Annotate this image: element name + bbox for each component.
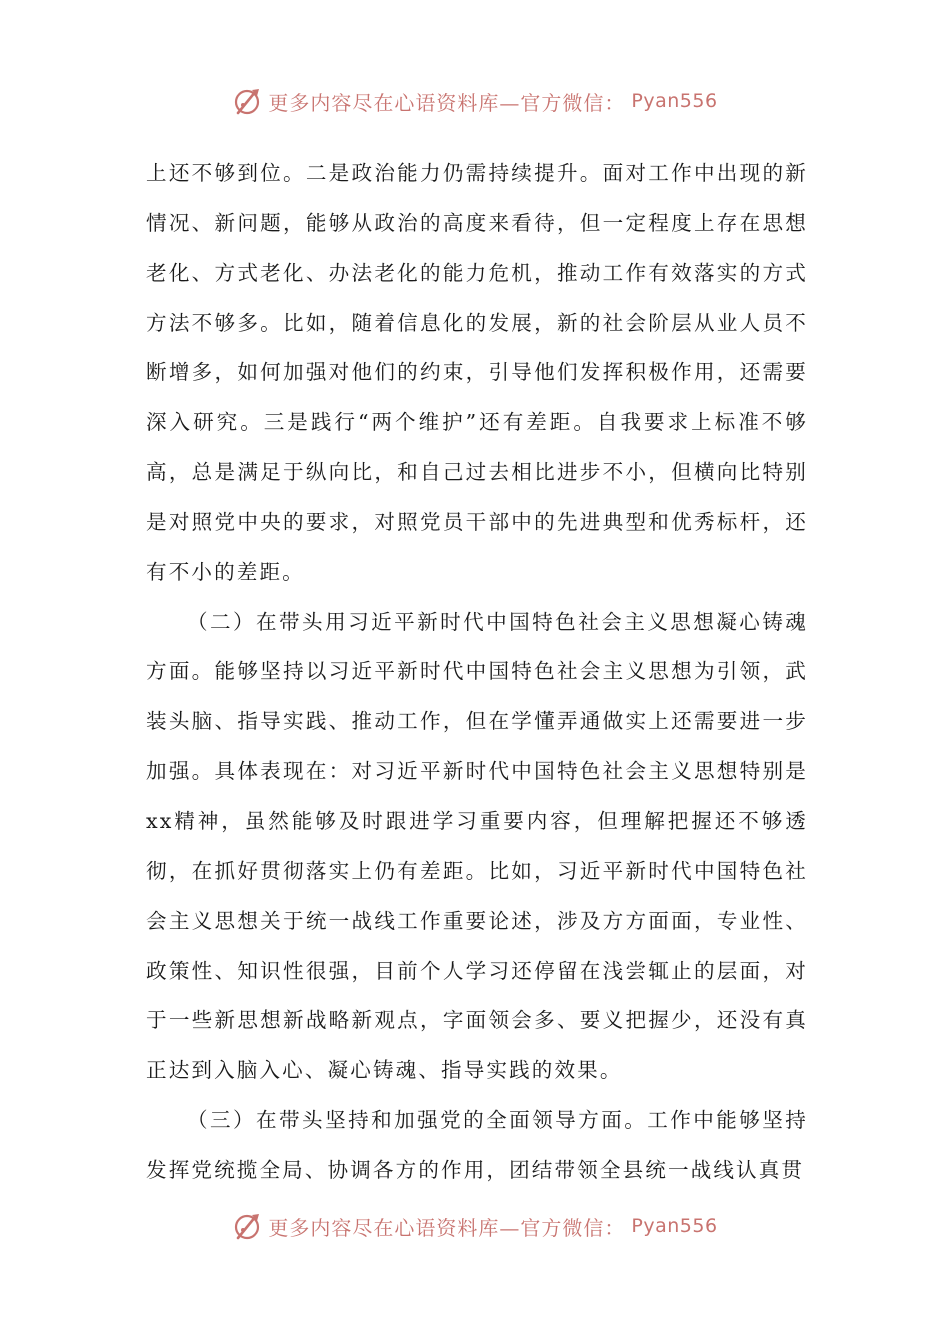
document-body — [146, 149, 808, 1196]
footer-watermark — [0, 1211, 950, 1241]
pen-circle-logo-icon — [232, 1211, 262, 1241]
paragraph-2: （二）在带头用习近平新时代中国特色社会主义思想凝心铸魂方面。能够坚持以习近平新时代中国特色社会主义思想为引领，武装头脑、指导实践、推动工作，但在学懂弄通做实上还需要进一步加强。具体表现在：对习近平新时代中国特色社会主义思想特别是xx精神，虽然能够及时跟进学习重要内容，但理解把握还不够透彻，在抓好贯彻落实上仍有差距。比如，习近平新时代中国特色社会主义思想关于统一战线工作重要论述，涉及方方面面，专业性、政策性、知识性很强，目前个人学习还停留在浅尝辄止的层面，对于一些新思想新战略新观点，字面领会多、要义把握少，还没有真正达到入脑入心、凝心铸魂、指导实践的效果。 — [146, 609, 808, 1083]
paragraph-3: （三）在带头坚持和加强党的全面领导方面。工作中能够坚持发挥党统揽全局、协调各方的作用，团结带领全县统一战线认真贯 — [146, 1108, 808, 1182]
header-watermark — [0, 86, 950, 116]
pen-circle-logo-icon — [232, 86, 262, 116]
watermark-text: 更多内容尽在心语资料库—官方微信： — [268, 90, 626, 115]
watermark-wechat-id: Pyan556 — [631, 1215, 718, 1237]
paragraph-1: 上还不够到位。二是政治能力仍需持续提升。面对工作中出现的新情况、新问题，能够从政治的高度来看待，但一定程度上存在思想老化、方式老化、办法老化的能力危机，推动工作有效落实的方式方法不够多。比如，随着信息化的发展，新的社会阶层从业人员不断增多，如何加强对他们的约束，引导他们发挥积极作用，还需要深入研究。三是践行“两个维护”还有差距。自我要求上标准不够高，总是满足于纵向比，和自己过去相比进步不小，但横向比特别是对照党中央的要求，对照党员干部中的先进典型和优秀标杆，还有不小的差距。 — [146, 161, 808, 584]
watermark-text: 更多内容尽在心语资料库—官方微信： — [268, 1215, 626, 1240]
watermark-wechat-id: Pyan556 — [631, 90, 718, 112]
